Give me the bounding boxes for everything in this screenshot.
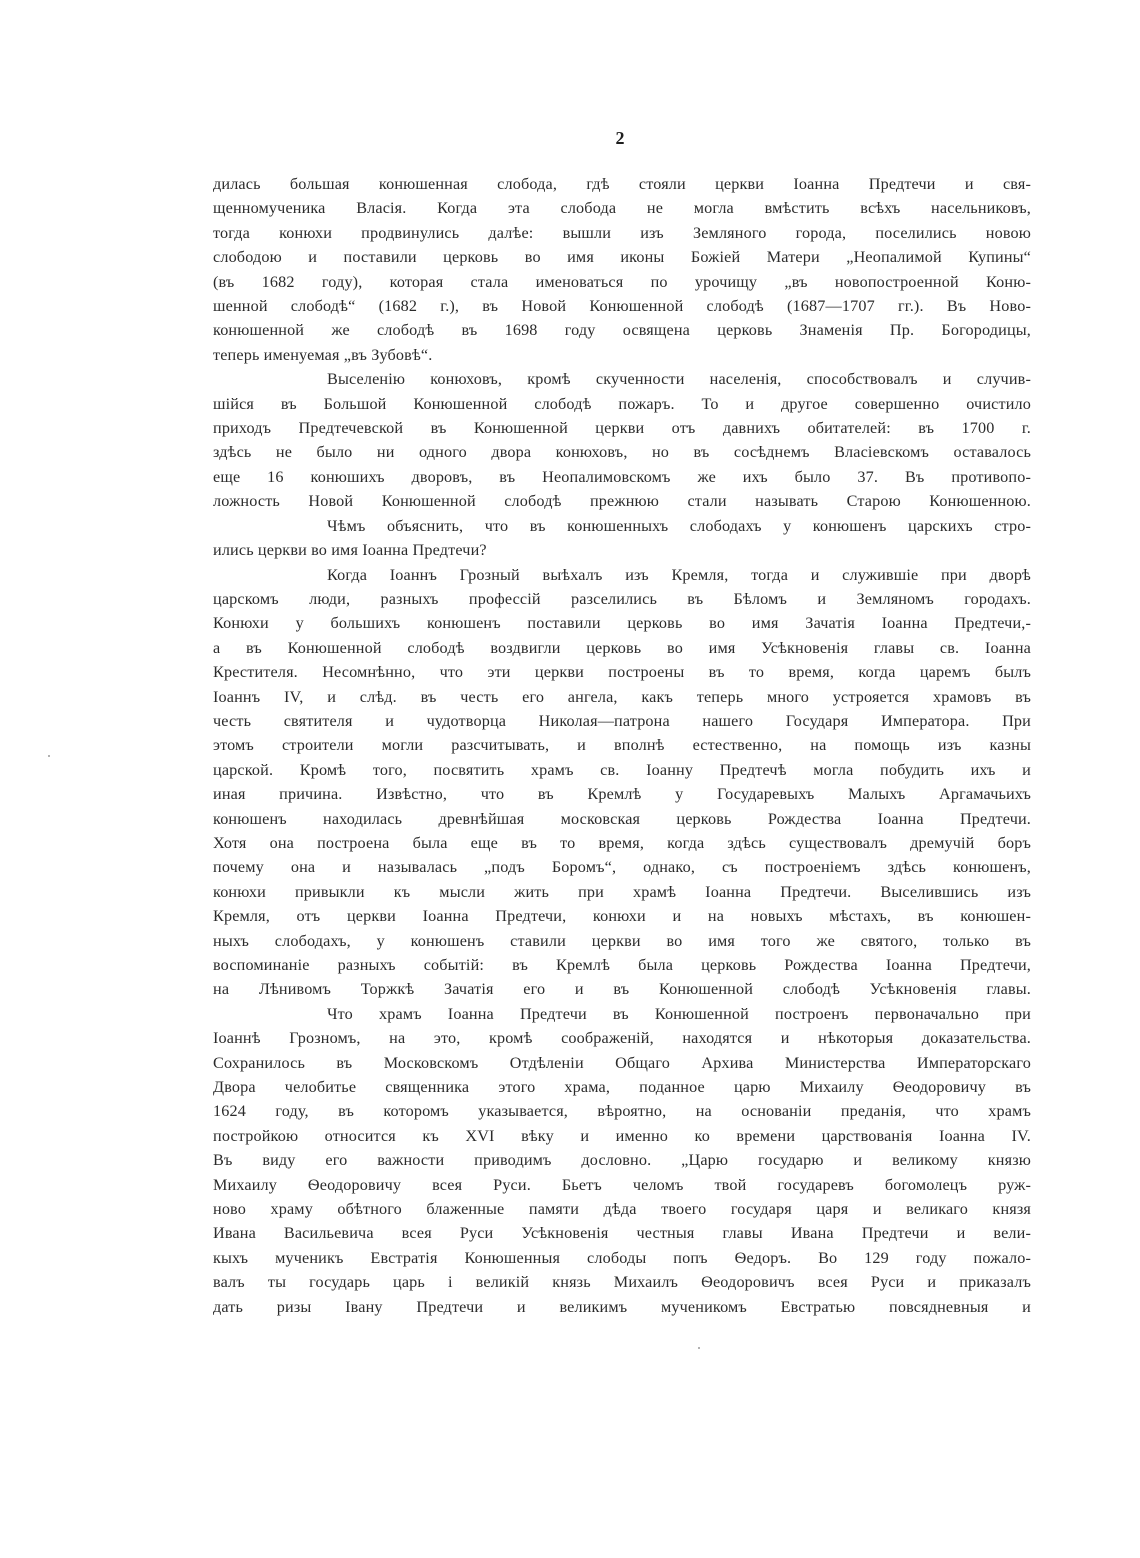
text-line: царскомъ люди, разныхъ профессій разселились въ Бѣломъ и Земляномъ городахъ.: [213, 589, 1031, 608]
text-line: слободою и поставили церковь во имя иконы Божіей Матери „Неопалимой Купины“: [213, 248, 1031, 267]
text-line: щенномученика Власія. Когда эта слобода не могла вмѣстить всѣхъ насельниковъ,: [213, 199, 1031, 218]
text-line: 1624 году, въ которомъ указывается, вѣроятно, на основаніи преданія, что храмъ: [213, 1102, 1031, 1121]
text-line: Выселенію конюховъ, кромѣ скученности населенія, способствовалъ и случив-: [327, 370, 1031, 389]
text-line: здѣсь не было ни одного двора конюховъ, но въ сосѣднемъ Власіевскомъ оставалось: [213, 443, 1031, 462]
text-line: Сохранилось въ Московскомъ Отдѣленіи Общаго Архива Министерства Императорскаго: [213, 1053, 1031, 1072]
text-line: ились церкви во имя Іоанна Предтечи?: [213, 541, 487, 560]
text-line: Что храмъ Іоанна Предтечи въ Конюшенной построенъ первоначально при: [327, 1004, 1031, 1023]
text-line: Чѣмъ объяснить, что въ конюшенныхъ слободахъ у конюшенъ царскихъ стро-: [327, 516, 1031, 535]
body-text: [213, 172, 1031, 1319]
text-line: почему она и называлась „подъ Боромъ“, однако, съ построеніемъ здѣсь конюшенъ,: [213, 858, 1031, 877]
text-line: шійся въ Большой Конюшенной слободѣ пожаръ. То и другое совершенно очистило: [213, 394, 1031, 413]
text-line: приходъ Предтечевской въ Конюшенной церкви отъ давнихъ обитателей: въ 1700 г.: [213, 419, 1031, 438]
text-line: этомъ строители могли разсчитывать, и вполнѣ естественно, на помощь изъ казны: [213, 736, 1031, 755]
text-line: постройкою относится къ XVI вѣку и именно ко времени царствованія Іоанна IV.: [213, 1126, 1031, 1145]
text-line: конюхи привыкли къ мысли жить при храмѣ Іоанна Предтечи. Выселившись изъ: [213, 882, 1031, 901]
text-line: честь святителя и чудотворца Николая—патрона нашего Государя Императора. При: [213, 711, 1031, 730]
text-line: ложность Новой Конюшенной слободѣ прежнюю стали называть Старою Конюшенною.: [213, 492, 1031, 511]
text-line: воспоминаніе разныхъ событій: въ Кремлѣ была церковь Рождества Іоанна Предтечи,: [213, 956, 1031, 974]
text-line: Въ виду его важности приводимъ дословно. „Царю государю и великому князю: [213, 1151, 1031, 1170]
text-line: Когда Іоаннъ Грозный выѣхалъ изъ Кремля, тогда и служившіе при дворѣ: [327, 565, 1031, 584]
text-line: конюшенной же слободѣ въ 1698 году освящена церковь Знаменія Пр. Богородицы,: [213, 321, 1031, 340]
text-line: Іоаннъ IV, и слѣд. въ честь его ангела, какъ теперь много устрояется храмовъ въ: [213, 687, 1031, 706]
text-line: Крестителя. Несомнѣнно, что эти церкви построены въ то время, когда царемъ былъ: [213, 663, 1031, 682]
scan-speck: [48, 755, 50, 757]
page-number: 2: [615, 128, 625, 148]
text-line: Конюхи у большихъ конюшенъ поставили церковь во имя Зачатія Іоанна Предтечи,-: [213, 614, 1031, 633]
text-line: кыхъ мученикъ Евстратія Конюшенныя слободы попъ Ѳедоръ. Во 129 году пожало-: [213, 1248, 1031, 1267]
text-line: Хотя она построена была еще въ то время, когда здѣсь существовалъ дремучій боръ: [213, 833, 1031, 852]
text-line: на Лѣнивомъ Торжкѣ Зачатія его и въ Конюшенной слободѣ Усѣкновенія главы.: [213, 980, 1031, 999]
scan-speck: [698, 1347, 700, 1349]
text-line: ныхъ слободахъ, у конюшенъ ставили церкви во имя того же святого, только въ: [213, 931, 1031, 950]
text-line: дилась большая конюшенная слобода, гдѣ стояли церкви Іоанна Предтечи и свя-: [213, 175, 1031, 193]
text-line: теперь именуемая „въ Зубовѣ“.: [213, 345, 433, 364]
text-line: Двора челобитье священника этого храма, поданное царю Михаилу Ѳеодоровичу въ: [213, 1078, 1031, 1097]
text-line: тогда конюхи продвинулись далѣе: вышли изъ Земляного города, поселились новою: [213, 223, 1031, 242]
text-line: ново храму обѣтного блаженные памяти дѣда твоего государя царя и великаго князя: [213, 1200, 1031, 1219]
text-line: конюшенъ находилась древнѣйшая московская церковь Рождества Іоанна Предтечи.: [213, 809, 1031, 828]
text-line: иная причина. Извѣстно, что въ Кремлѣ у Государевыхъ Малыхъ Аргамачьихъ: [213, 785, 1031, 804]
text-line: царской. Кромѣ того, посвятить храмъ св. Іоанну Предтечѣ могла побудить ихъ и: [213, 760, 1031, 779]
text-line: Михаилу Ѳеодоровичу всея Руси. Бьетъ челомъ твой государевъ богомолецъ руж-: [213, 1175, 1031, 1194]
text-line: Кремля, отъ церкви Іоанна Предтечи, конюхи и на новыхъ мѣстахъ, въ конюшен-: [213, 907, 1031, 926]
text-line: дать ризы Івану Предтечи и великимъ мученикомъ Евстратью повсядневныя и: [213, 1297, 1031, 1316]
text-line: валъ ты государь царь і великій князь Михаилъ Ѳеодоровичъ всея Руси и приказалъ: [213, 1273, 1031, 1292]
text-line: а въ Конюшенной слободѣ воздвигли церковь во имя Усѣкновенія главы св. Іоанна: [213, 638, 1031, 657]
text-line: (въ 1682 году), которая стала именоваться по урочищу „въ новопостроенной Коню-: [213, 272, 1031, 291]
text-line: Ивана Васильевича всея Руси Усѣкновенія честныя главы Ивана Предтечи и вели-: [213, 1224, 1031, 1243]
text-line: Іоаннѣ Грозномъ, на это, кромѣ соображеній, находятся и нѣкоторыя доказательства.: [213, 1029, 1031, 1048]
text-line: еще 16 конюшихъ дворовъ, въ Неопалимовскомъ же ихъ было 37. Въ противопо-: [213, 467, 1031, 486]
text-line: шенной слободѣ“ (1682 г.), въ Новой Конюшенной слободѣ (1687—1707 гг.). Въ Ново-: [213, 297, 1031, 316]
